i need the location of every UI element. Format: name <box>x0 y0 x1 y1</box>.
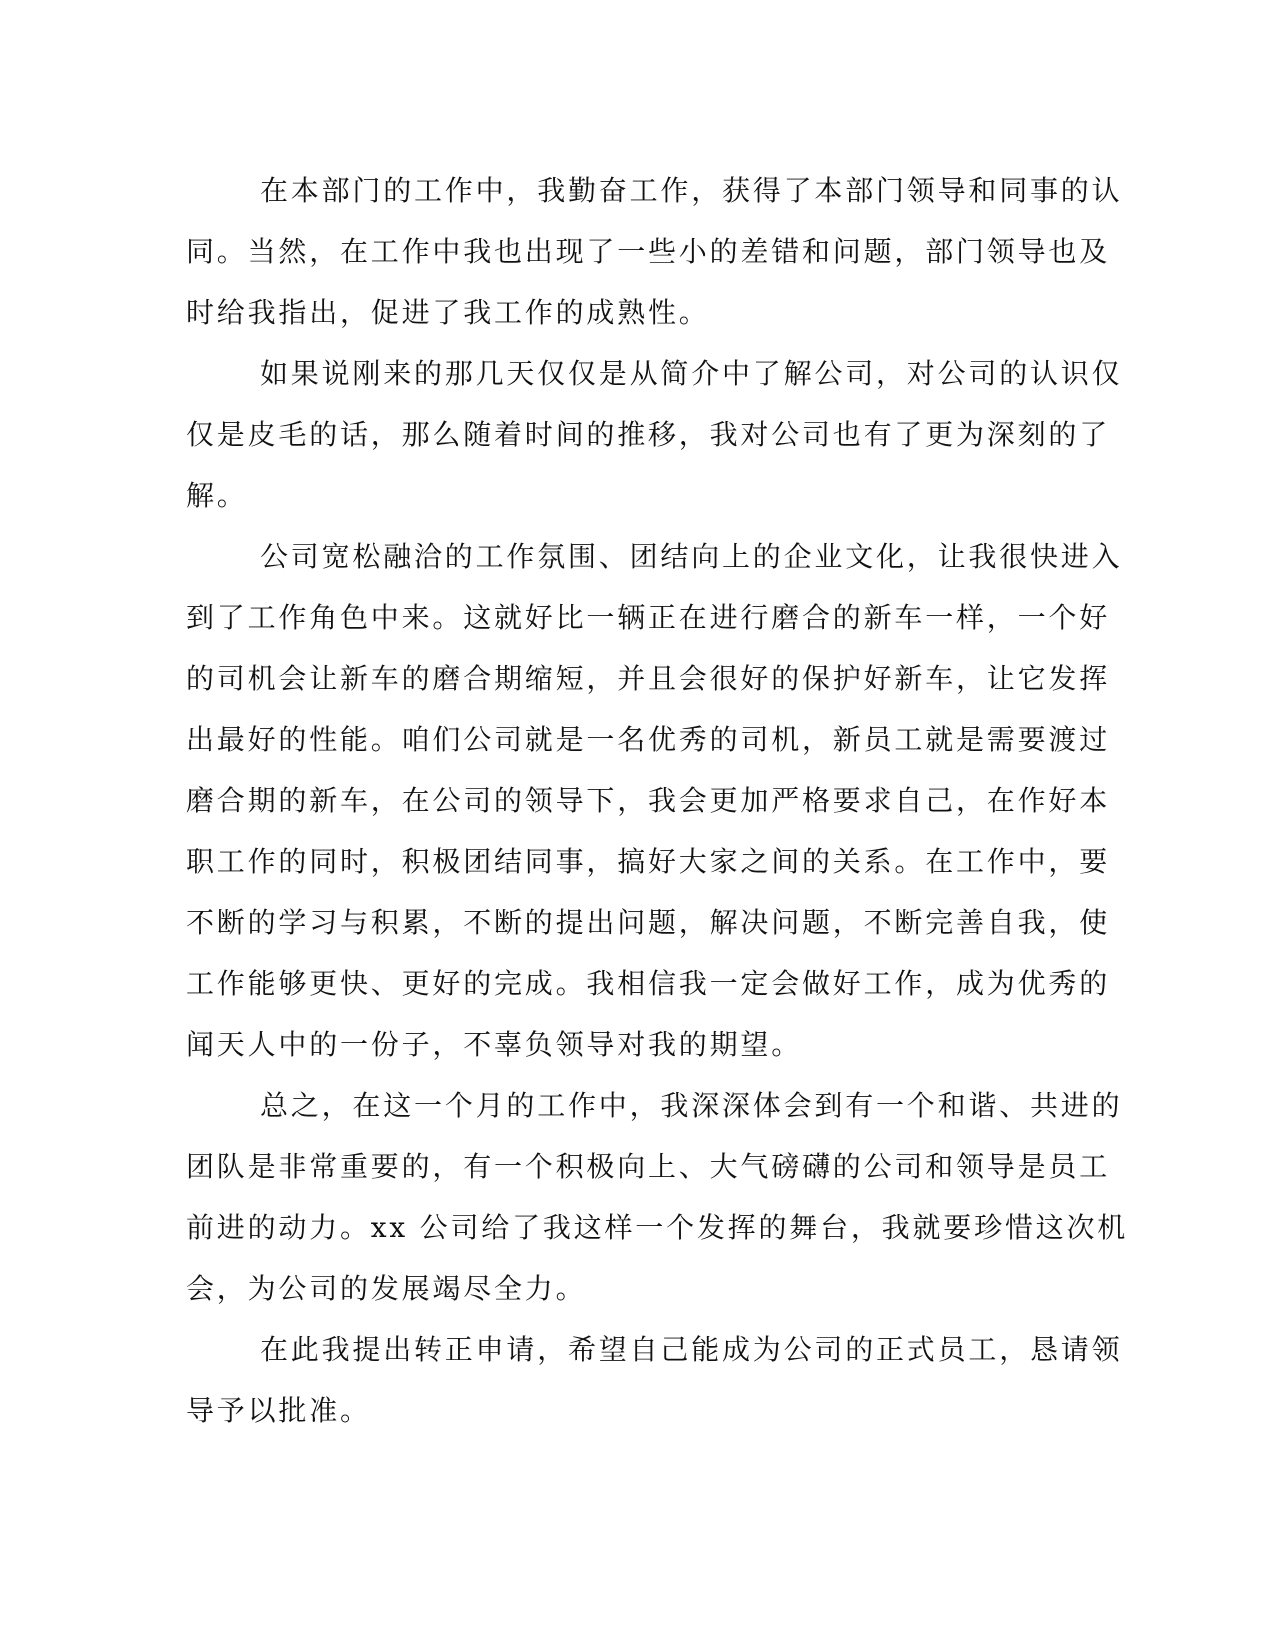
paragraph-line: 解。 <box>186 479 248 512</box>
paragraph-1 <box>186 160 1123 343</box>
paragraph-line: 会，为公司的发展竭尽全力。 <box>186 1272 587 1305</box>
paragraph-line: 如果说刚来的那几天仅仅是从简介中了解公司，对公司的认识仅 <box>260 357 1123 390</box>
paragraph-line: 闻天人中的一份子，不辜负领导对我的期望。 <box>186 1028 803 1061</box>
paragraph-line: 职工作的同时，积极团结同事，搞好大家之间的关系。在工作中，要 <box>186 845 1111 878</box>
paragraph-line: 到了工作角色中来。这就好比一辆正在进行磨合的新车一样，一个好 <box>186 601 1111 634</box>
paragraph-line: 总之，在这一个月的工作中，我深深体会到有一个和谐、共进的 <box>260 1089 1123 1122</box>
paragraph-line: 在此我提出转正申请，希望自己能成为公司的正式员工，恳请领 <box>260 1333 1123 1366</box>
paragraph-line: 同。当然，在工作中我也出现了一些小的差错和问题，部门领导也及 <box>186 235 1111 268</box>
paragraph-line: 导予以批准。 <box>186 1394 371 1427</box>
paragraph-line: 工作能够更快、更好的完成。我相信我一定会做好工作，成为优秀的 <box>186 967 1111 1000</box>
paragraph-line: 磨合期的新车，在公司的领导下，我会更加严格要求自己，在作好本 <box>186 784 1111 817</box>
paragraph-line: 时给我指出，促进了我工作的成熟性。 <box>186 296 710 329</box>
paragraph-line: 前进的动力。xx 公司给了我这样一个发挥的舞台，我就要珍惜这次机 <box>186 1211 1129 1244</box>
paragraph-line: 的司机会让新车的磨合期缩短，并且会很好的保护好新车，让它发挥 <box>186 662 1111 695</box>
paragraph-2 <box>186 343 1123 526</box>
document-body <box>186 160 1129 1441</box>
paragraph-3 <box>186 526 1123 1075</box>
paragraph-5 <box>186 1319 1123 1441</box>
paragraph-line: 在本部门的工作中，我勤奋工作，获得了本部门领导和同事的认 <box>260 174 1123 207</box>
paragraph-line: 仅是皮毛的话，那么随着时间的推移，我对公司也有了更为深刻的了 <box>186 418 1111 451</box>
paragraph-4 <box>186 1075 1129 1319</box>
paragraph-line: 团队是非常重要的，有一个积极向上、大气磅礴的公司和领导是员工 <box>186 1150 1111 1183</box>
paragraph-line: 公司宽松融洽的工作氛围、团结向上的企业文化，让我很快进入 <box>260 540 1123 573</box>
paragraph-line: 不断的学习与积累，不断的提出问题，解决问题，不断完善自我，使 <box>186 906 1111 939</box>
paragraph-line: 出最好的性能。咱们公司就是一名优秀的司机，新员工就是需要渡过 <box>186 723 1111 756</box>
